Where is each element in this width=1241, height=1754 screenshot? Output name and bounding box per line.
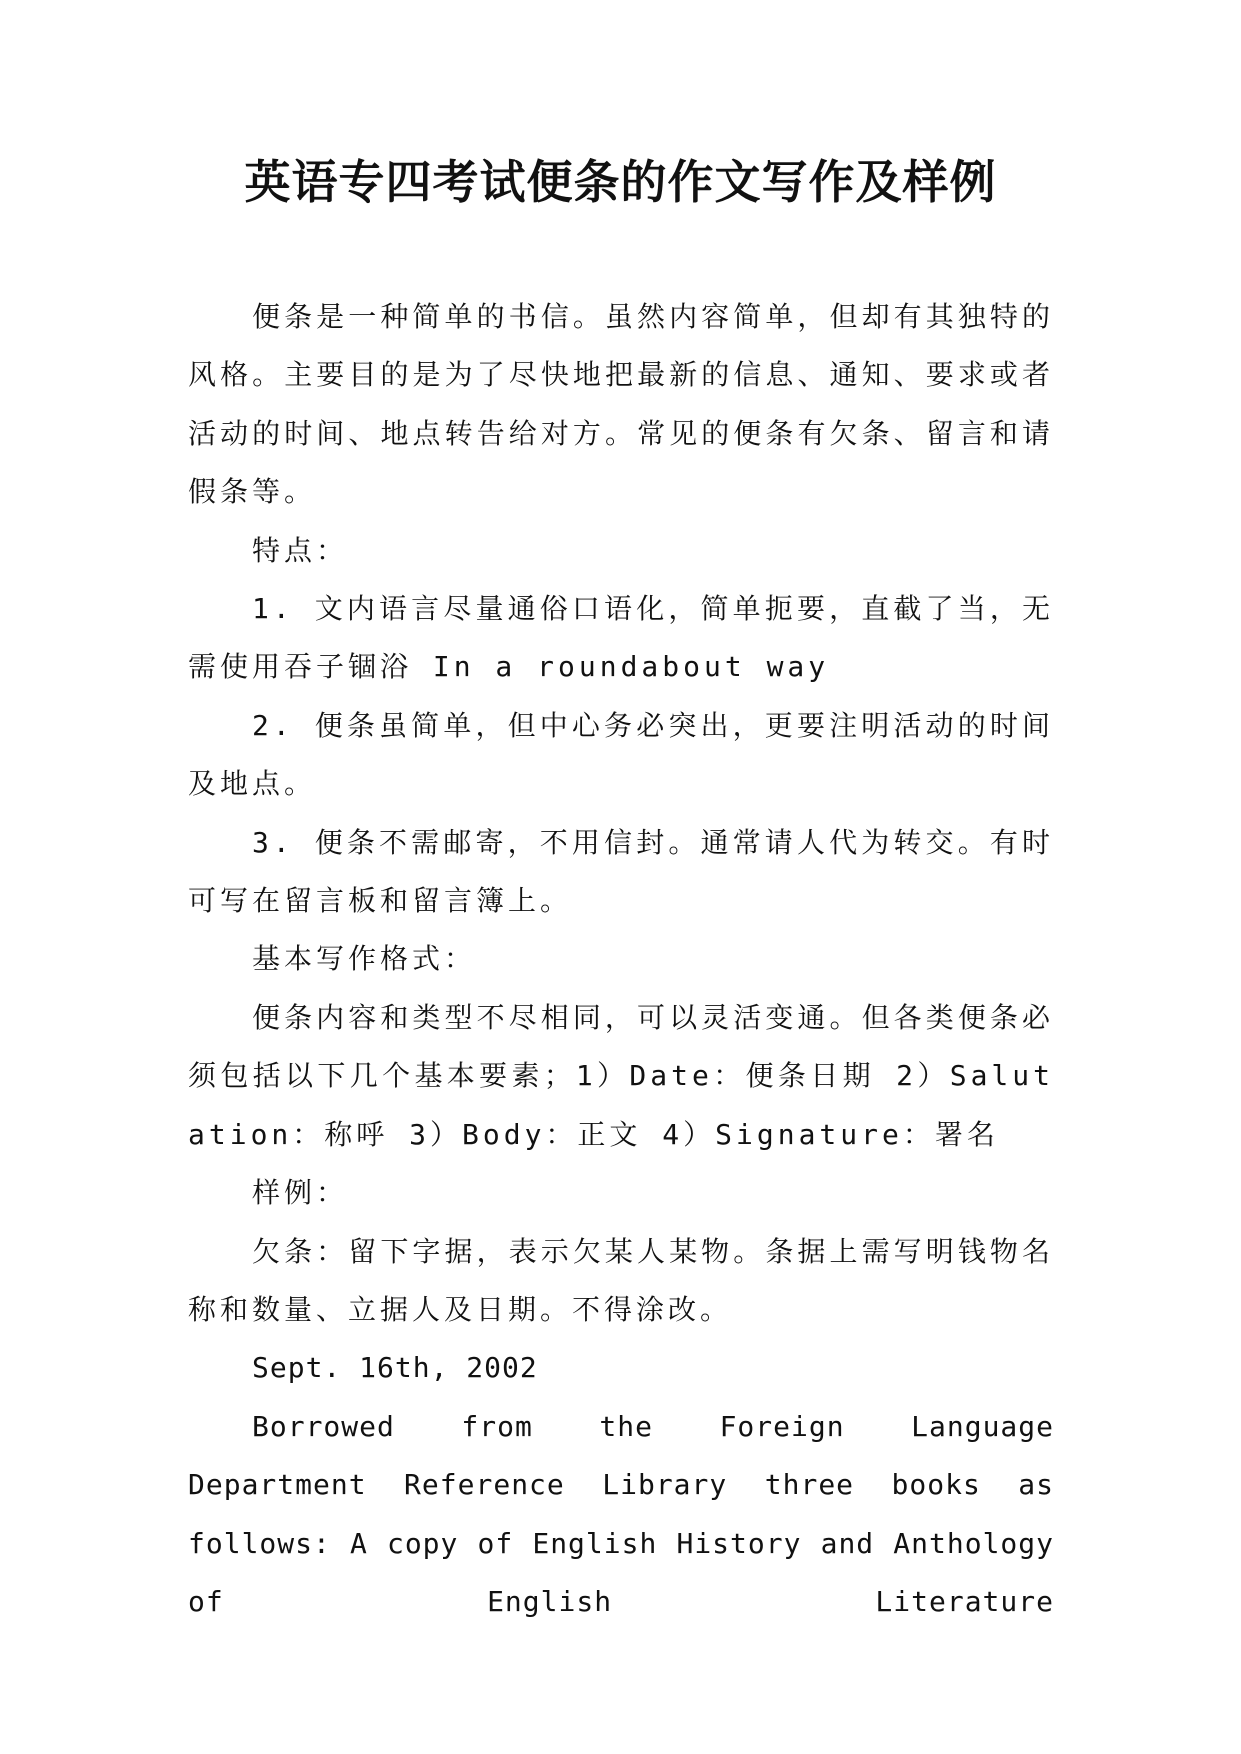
paragraph-intro: 便条是一种简单的书信。虽然内容简单，但却有其独特的风格。主要目的是为了尽快地把最新的信息、通知、要求或者活动的时间、地点转告给对方。常见的便条有欠条、留言和请假条等。 (188, 300, 1054, 509)
document-body (188, 288, 1054, 1631)
paragraph-feature-1: 1. 文内语言尽量通俗口语化，简单扼要，直截了当，无需使用吞子锢浴 In a roundabout way (188, 592, 1054, 684)
paragraph-format-body: 便条内容和类型不尽相同，可以灵活变通。但各类便条必须包括以下几个基本要素；1）Date：便条日期 2）Salutation：称呼 3）Body：正文 4）Signature：署名 (188, 1000, 1054, 1151)
paragraph-iou-date: Sept. 16th, 2002 (252, 1351, 538, 1385)
document-title: 英语专四考试便条的作文写作及样例 (244, 155, 997, 209)
paragraph-feature-2: 2. 便条虽简单，但中心务必突出，更要注明活动的时间及地点。 (188, 708, 1054, 801)
paragraph-format-heading: 基本写作格式： (252, 942, 477, 976)
paragraph-example-heading: 样例： (252, 1176, 349, 1210)
paragraph-features-heading: 特点： (252, 533, 349, 567)
paragraph-iou-body: Borrowed from the Foreign Language Department Reference Library three books as follows: A copy of English History and Anthology of English Literature (188, 1409, 1054, 1618)
paragraph-feature-3: 3. 便条不需邮寄，不用信封。通常请人代为转交。有时可写在留言板和留言簿上。 (188, 825, 1054, 918)
paragraph-iou-description: 欠条：留下字据，表示欠某人某物。条据上需写明钱物名称和数量、立据人及日期。不得涂改。 (188, 1234, 1054, 1326)
